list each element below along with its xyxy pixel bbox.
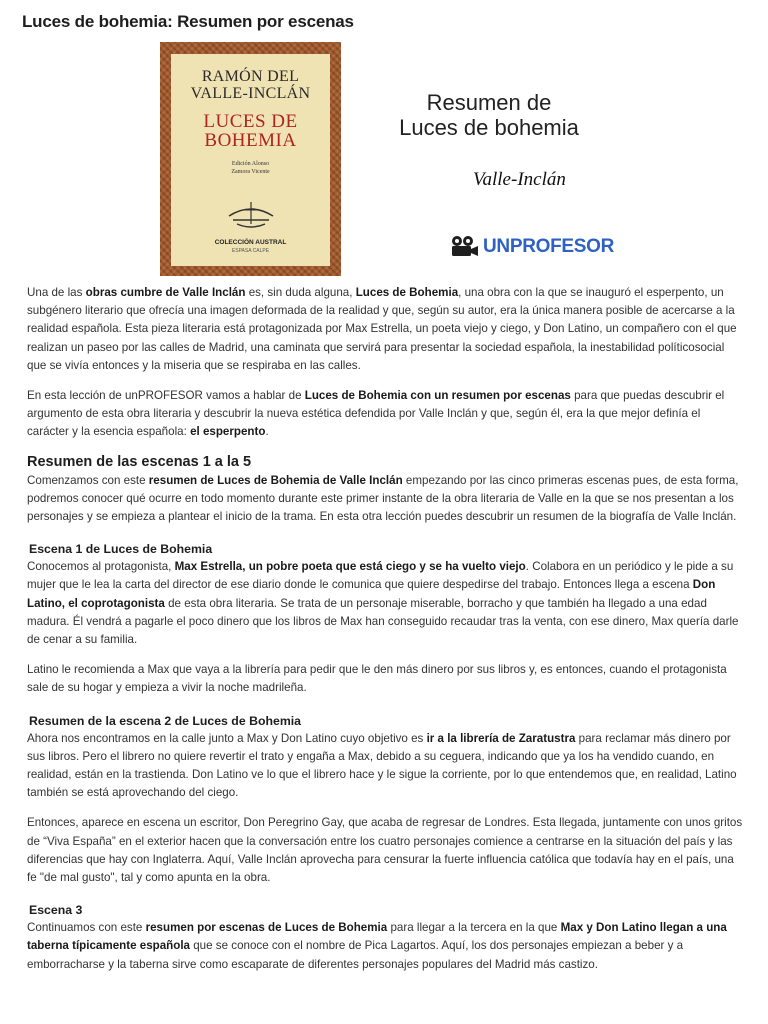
paragraph xyxy=(27,284,743,375)
austral-logo-icon xyxy=(221,194,281,234)
text-run: para que puedas descubrir el argumento de esta obra literaria y descubrir la nueva estética defendida por Valle Inclán y que, según él, era la que mejor definía el carácter y la esencia española: xyxy=(27,389,725,439)
text-run: Una de las xyxy=(27,286,86,299)
text-run: Comenzamos con este xyxy=(27,473,149,487)
text-run: Ahora nos encontramos en la calle junto a Max y Don Latino cuyo objetivo es xyxy=(27,731,427,745)
article-body xyxy=(27,284,743,986)
bold-text: ir a la librería de Zaratustra xyxy=(426,731,576,745)
cover-collection: COLECCIÓN AUSTRAL xyxy=(214,239,287,246)
hero-heading-line2: Luces de bohemia xyxy=(399,115,579,140)
cover-title: LUCES DE BOHEMIA xyxy=(203,111,298,151)
paragraph xyxy=(27,661,743,697)
bold-text: Max y Don Latino llegan a una taberna típicamente española xyxy=(27,921,727,953)
section-heading: Resumen de la escena 2 de Luces de Bohemia xyxy=(29,713,302,728)
text-run: para reclamar más dinero por sus libros. Pero el librero no quiere revertir el trato y engaña a Max, debido a su ceguera, indicando que ya los ha vendido cuando, en realidad, están en la trastienda. Don Latino ve lo que el librero hace y le sigue la corriente, por lo que entendemos que, en realidad, Latino también se está aprovechando del ciego. xyxy=(27,731,737,800)
page-title: Luces de bohemia: Resumen por escenas xyxy=(22,12,354,31)
text-run: empezando por las cinco primeras escenas pues, de esta forma, podremos conocer qué ocurre en todo momento durante este primer instante de la obra literaria de Valle en la que se nos presentan a los personajes y se empieza a plantear el inicio de la trama. En esta otra lección puedes descubrir un resumen de la biografía de Valle Inclán. xyxy=(27,473,739,524)
text-run: , una obra con la que se inauguró el esperpento, un subgénero literario que ofrecía una imagen deformada de la realidad y que, según su autor, era la única manera posible de acercarse a la realidad española. Esta pieza literaria está protagonizada por Max Estrella, un poeta viejo y ciego, y Don Latino, un compañero con el que realizan un paseo por las calles de Madrid, una caminata que servirá para presentar la sociedad española, la inestabilidad políticosocial que se vivía entonces y la miseria que se respiraba en las calles. xyxy=(27,286,737,372)
text-run: Latino le recomienda a Max que vaya a la librería para pedir que le den más dinero por sus libros y, es entonces, cuando el protagonista sale de su hogar y empieza a vivir la noche madrileña. xyxy=(27,663,727,695)
text-run: Entonces, aparece en escena un escritor, Don Peregrino Gay, que acaba de regresar de Londres. Esta llegada, juntamente con unos gritos de “Viva España” en el exterior hacen que la conversación entre los cuatro personajes comience a centrarse en la situación del país y las diferencias que hay con Inglaterra. Aquí, Valle Inclán aprovecha para censurar la fuerte influencia católica que todavía hay en el país, una fe "de mal gusto", tal y como apunta en la obra. xyxy=(27,816,743,885)
paragraph xyxy=(27,387,743,442)
bold-text: el esperpento xyxy=(190,425,266,439)
cover-edition: Edición Alonso Zamora Vicente xyxy=(231,161,270,175)
brand-name: UNPROFESOR xyxy=(483,236,615,257)
bold-text: resumen de Luces de Bohemia de Valle Inclán xyxy=(148,473,403,487)
text-run: que se conoce con el nombre de Pica Lagartos. Aquí, los dos personajes empiezan a beber y a emborracharse y la taberna sirve como escaparate de diferentes personajes populares del Madrid más castizo. xyxy=(27,939,684,971)
text-run: de esta obra literaria. Se trata de un personaje miserable, borracho y que también ha llegado a una edad madura. Él vendrá a pagarle el poco dinero que los libros de Max han conseguido recaudar tras la venta, con ese dinero, Max quería darle de cenar a su familia. xyxy=(27,596,739,647)
text-run: En esta lección de unPROFESOR vamos a hablar de xyxy=(27,389,305,403)
paragraph xyxy=(27,558,743,649)
text-run: Continuamos con este xyxy=(27,921,146,935)
text-run: Conocemos al protagonista, xyxy=(27,560,175,574)
hero-heading xyxy=(369,90,609,140)
book-cover-panel xyxy=(171,54,330,266)
paragraph xyxy=(27,472,743,527)
section-heading: Escena 1 de Luces de Bohemia xyxy=(29,542,213,557)
cover-author: RAMÓN DEL VALLE-INCLÁN xyxy=(190,68,311,102)
section-heading: Escena 3 xyxy=(29,903,83,918)
hero-image xyxy=(160,42,615,276)
bold-text: obras cumbre de Valle Inclán xyxy=(85,286,246,299)
text-run: . Colabora en un periódico y le pide a su mujer que le lea la carta del director de ese diario donde le comunica que quiere despedirse del trabajo. Entonces llega a escena xyxy=(27,560,734,592)
text-run: es, sin duda alguna, xyxy=(245,286,356,299)
book-cover xyxy=(160,42,341,276)
bold-text: resumen por escenas de Luces de Bohemia xyxy=(145,921,388,935)
text-run: . xyxy=(265,425,269,439)
paragraph xyxy=(27,919,743,974)
hero-heading-line1: Resumen de xyxy=(426,90,552,115)
text-run: para llegar a la tercera en la que xyxy=(387,921,561,935)
hero-caption xyxy=(341,42,615,276)
cover-publisher: ESPASA CALPE xyxy=(231,248,270,254)
film-camera-icon xyxy=(449,235,479,259)
section-heading: Resumen de las escenas 1 a la 5 xyxy=(27,453,252,470)
unprofesor-logo xyxy=(449,234,614,260)
paragraph xyxy=(27,730,743,803)
bold-text: Luces de Bohemia xyxy=(355,286,459,299)
paragraph xyxy=(27,814,743,887)
bold-text: Don Latino, el coprotagonista xyxy=(27,578,716,610)
bold-text: Luces de Bohemia con un resumen por escenas xyxy=(304,389,571,403)
hero-author: Valle-Inclán xyxy=(473,169,566,190)
bold-text: Max Estrella, un pobre poeta que está ciego y se ha vuelto viejo xyxy=(174,560,526,574)
